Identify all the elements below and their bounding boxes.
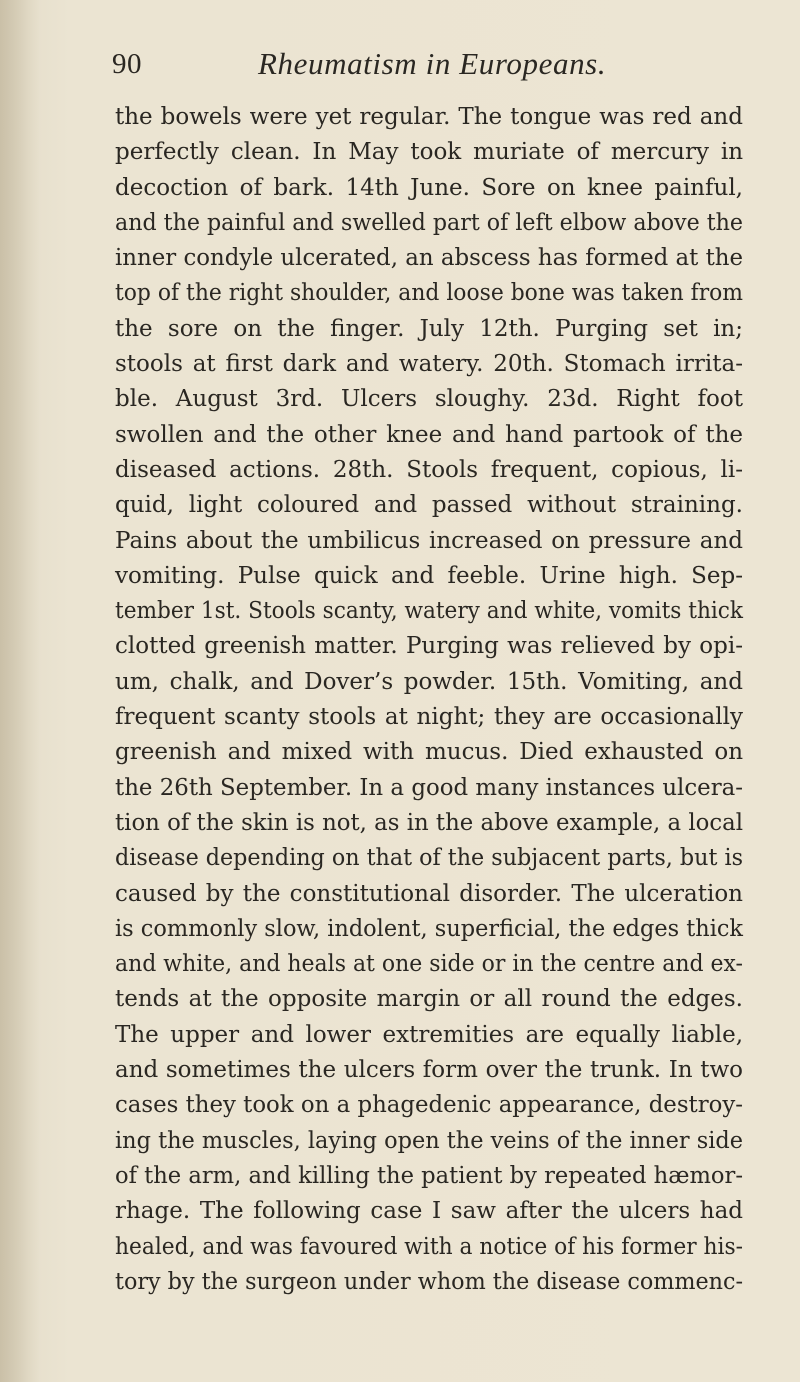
running-title: Rheumatism in Europeans. <box>258 46 607 81</box>
text-line: cases they took on a phagedenic appearance, destroy- <box>115 1092 743 1119</box>
text-line: caused by the constitutional disorder. The ulceration <box>115 880 743 907</box>
text-line: tion of the skin is not, as in the above example, a local <box>115 809 744 836</box>
text-line: perfectly clean. In May took muriate of mercury in <box>115 139 744 166</box>
text-line: and the painful and swelled part of left elbow above the <box>115 209 743 236</box>
text-line: diseased actions. 28th. Stools frequent, copious, li- <box>115 456 744 483</box>
text-line: disease depending on that of the subjacent parts, but is <box>115 845 743 872</box>
text-line: tends at the opposite margin or all round the edges. <box>115 986 743 1013</box>
body-text <box>115 100 743 1300</box>
text-line: decoction of bark. 14th June. Sore on knee painful, <box>115 174 743 201</box>
text-line: top of the right shoulder, and loose bone was taken from <box>115 280 744 307</box>
text-line: greenish and mixed with mucus. Died exhausted on <box>115 739 744 766</box>
text-line: Pains about the umbilicus increased on pressure and <box>115 527 744 554</box>
text-line: the sore on the finger. July 12th. Purging set in; <box>115 315 743 342</box>
text-line: the bowels were yet regular. The tongue was red and <box>115 104 743 130</box>
text-line: The upper and lower extremities are equally liable, <box>115 1021 744 1048</box>
page-header <box>112 48 712 88</box>
text-line: um, chalk, and Dover’s powder. 15th. Vomiting, and <box>115 668 743 695</box>
text-line: vomiting. Pulse quick and feeble. Urine high. Sep- <box>115 562 744 589</box>
text-line: healed, and was favoured with a notice of his former his- <box>115 1233 743 1260</box>
text-line: inner condyle ulcerated, an abscess has formed at the <box>115 245 744 272</box>
text-line: the 26th September. In a good many instances ulcera- <box>115 774 744 801</box>
text-line: is commonly slow, indolent, superficial, the edges thick <box>115 915 744 942</box>
text-line: stools at first dark and watery. 20th. Stomach irrita- <box>115 351 743 378</box>
text-line: rhage. The following case I saw after the ulcers had <box>115 1198 744 1225</box>
text-line: clotted greenish matter. Purging was relieved by opi- <box>115 633 743 660</box>
binding-shadow <box>0 0 40 1382</box>
text-line: tember 1st. Stools scanty, watery and white, vomits thick <box>115 598 744 625</box>
text-line: ing the muscles, laying open the veins of the inner side <box>115 1127 743 1154</box>
text-line: ble. August 3rd. Ulcers sloughy. 23d. Right foot <box>115 386 743 413</box>
text-line: of the arm, and killing the patient by repeated hæmor- <box>115 1162 743 1189</box>
text-line: tory by the surgeon under whom the disease commenc- <box>115 1268 744 1295</box>
text-line: frequent scanty stools at night; they are occasionally <box>115 704 743 731</box>
text-line: and white, and heals at one side or in the centre and ex- <box>115 951 743 978</box>
page-number: 90 <box>112 48 142 80</box>
text-line: quid, light coloured and passed without straining. <box>115 492 743 519</box>
text-line: swollen and the other knee and hand partook of the <box>115 421 743 448</box>
text-line: and sometimes the ulcers form over the trunk. In two <box>115 1057 744 1084</box>
